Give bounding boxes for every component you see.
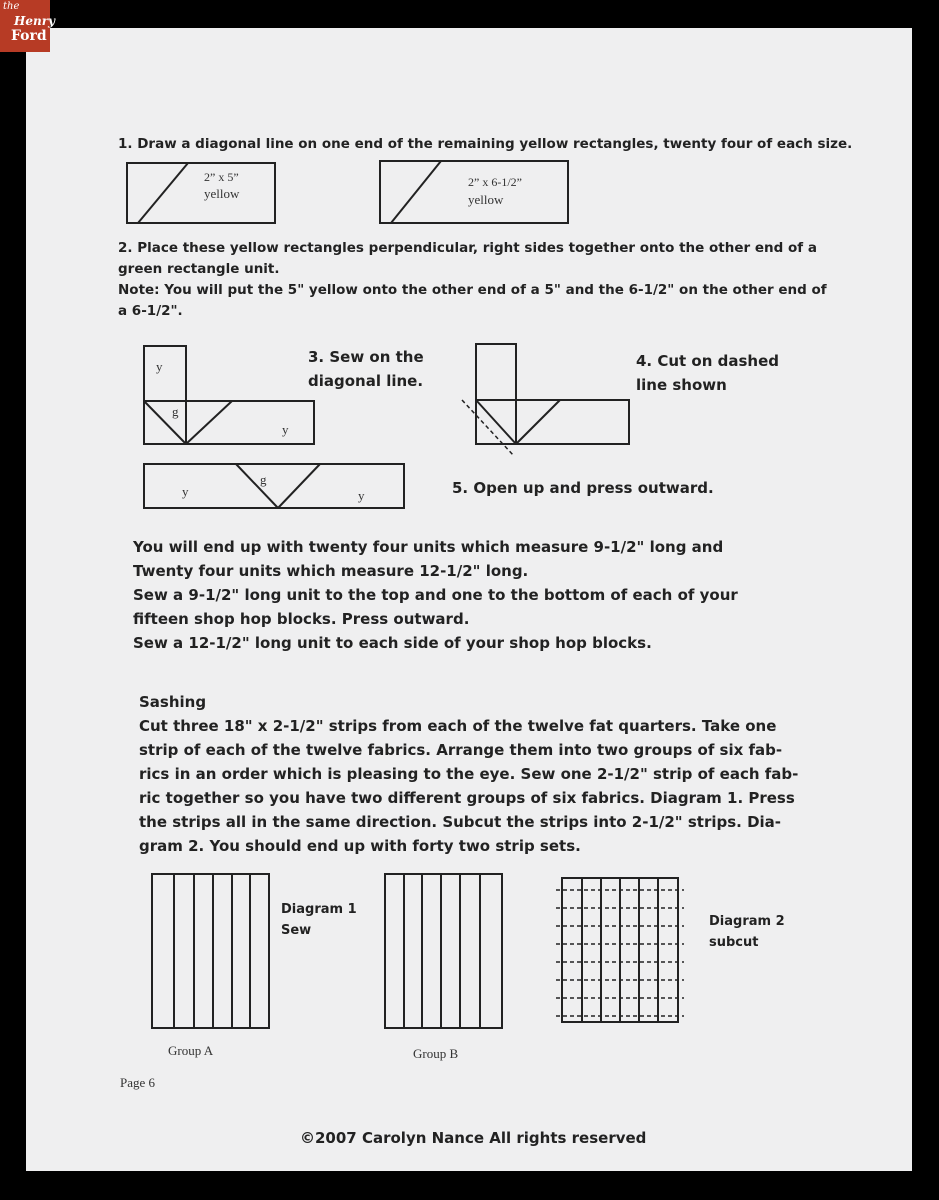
strip-set-outline <box>152 874 269 1028</box>
instructions-line5: Sew a 12-1/2" long unit to each side of your shop hop blocks. <box>133 634 652 652</box>
label-y2: y <box>282 422 289 437</box>
sashing-title: Sashing <box>139 693 207 711</box>
sashing-block <box>139 690 798 858</box>
step3-figure <box>142 344 317 448</box>
step4-line2: line shown <box>636 376 727 394</box>
rect-a-color: yellow <box>204 186 240 201</box>
sashing-line2: strip of each of the twelve fabrics. Arrange them into two groups of six fab- <box>139 741 783 759</box>
sashing-line1: Cut three 18" x 2-1/2" strips from each of the twelve fat quarters. Take one <box>139 717 777 735</box>
diagram1-label <box>281 899 357 941</box>
diagram2-label <box>709 911 785 953</box>
label-g1: g <box>172 404 179 419</box>
group-b-label: Group B <box>413 1046 459 1061</box>
rectangle-5-diagram <box>126 162 276 224</box>
sashing-line5: the strips all in the same direction. Subcut the strips into 2-1/2" strips. Dia- <box>139 813 782 831</box>
sew-diagonal-1 <box>144 401 186 444</box>
label-y-left: y <box>182 484 189 499</box>
step3-text <box>308 345 424 393</box>
strip-set-outline <box>385 874 502 1028</box>
diagram1-title: Diagram 1 <box>281 902 357 917</box>
step2-line1: 2. Place these yellow rectangles perpendicular, right sides together onto the other end of a <box>118 240 817 256</box>
subcut-diagram <box>556 872 686 1028</box>
seam-diagonal-2 <box>278 464 320 508</box>
diagonal-line <box>391 161 441 223</box>
page-number: Page 6 <box>120 1075 156 1090</box>
logo-ford: Ford <box>11 28 47 44</box>
step4-line1: 4. Cut on dashed <box>636 352 780 370</box>
instructions-block <box>133 535 738 655</box>
step5-text: 5. Open up and press outward. <box>452 479 714 497</box>
sashing-line6: gram 2. You should end up with forty two strip sets. <box>139 837 581 855</box>
step4-text <box>636 349 779 397</box>
step1-text: 1. Draw a diagonal line on one end of the remaining yellow rectangles, twenty four of each size. <box>118 136 853 152</box>
henry-ford-logo <box>0 0 55 52</box>
instructions-line3: Sew a 9-1/2" long unit to the top and one to the bottom of each of your <box>133 586 738 604</box>
logo-henry: Henry <box>14 14 55 28</box>
seam-diagonal-1 <box>236 464 278 508</box>
label-g-mid: g <box>260 472 267 487</box>
diagonal-line <box>138 163 188 223</box>
cut-dashed-line <box>462 400 514 456</box>
horizontal-green-rect <box>144 401 314 444</box>
diagram2-sub: subcut <box>709 935 759 950</box>
vertical-yellow-rect <box>476 344 516 444</box>
instructions-line1: You will end up with twenty four units which measure 9-1/2" long and <box>133 538 724 556</box>
step2-line2: green rectangle unit. <box>118 261 280 277</box>
sashing-line4: ric together so you have two different groups of six fabrics. Diagram 1. Press <box>139 789 795 807</box>
rect-b-color: yellow <box>468 192 504 207</box>
step4-figure <box>460 342 635 460</box>
label-y1: y <box>156 359 163 374</box>
diagram1-sub: Sew <box>281 923 312 938</box>
step2-note1: Note: You will put the 5" yellow onto the other end of a 5" and the 6-1/2" on the other end of <box>118 282 827 298</box>
instructions-line4: fifteen shop hop blocks. Press outward. <box>133 610 470 628</box>
step2-note2: a 6-1/2". <box>118 303 183 319</box>
sew-diagonal-2 <box>516 400 560 444</box>
label-y-right: y <box>358 488 365 503</box>
diagram2-title: Diagram 2 <box>709 914 785 929</box>
sew-diagonal-2 <box>186 401 232 444</box>
logo-the: the <box>3 1 20 12</box>
instructions-line2: Twenty four units which measure 12-1/2" long. <box>133 562 529 580</box>
vertical-yellow-rect <box>144 346 186 444</box>
step5-figure <box>142 462 406 510</box>
step3-line1: 3. Sew on the <box>308 348 424 366</box>
step3-line2: diagonal line. <box>308 372 424 390</box>
rect-outline <box>127 163 275 223</box>
step2-text <box>118 238 827 322</box>
copyright: ©2007 Carolyn Nance All rights reserved <box>300 1129 647 1147</box>
sashing-line3: rics in an order which is pleasing to the eye. Sew one 2-1/2" strip of each fab- <box>139 765 799 783</box>
group-a-label: Group A <box>168 1043 214 1058</box>
group-b-strip-set <box>384 873 504 1030</box>
rect-a-size: 2” x 5” <box>204 170 239 184</box>
rect-b-size: 2” x 6-1/2” <box>468 175 522 189</box>
group-a-strip-set <box>151 873 271 1030</box>
